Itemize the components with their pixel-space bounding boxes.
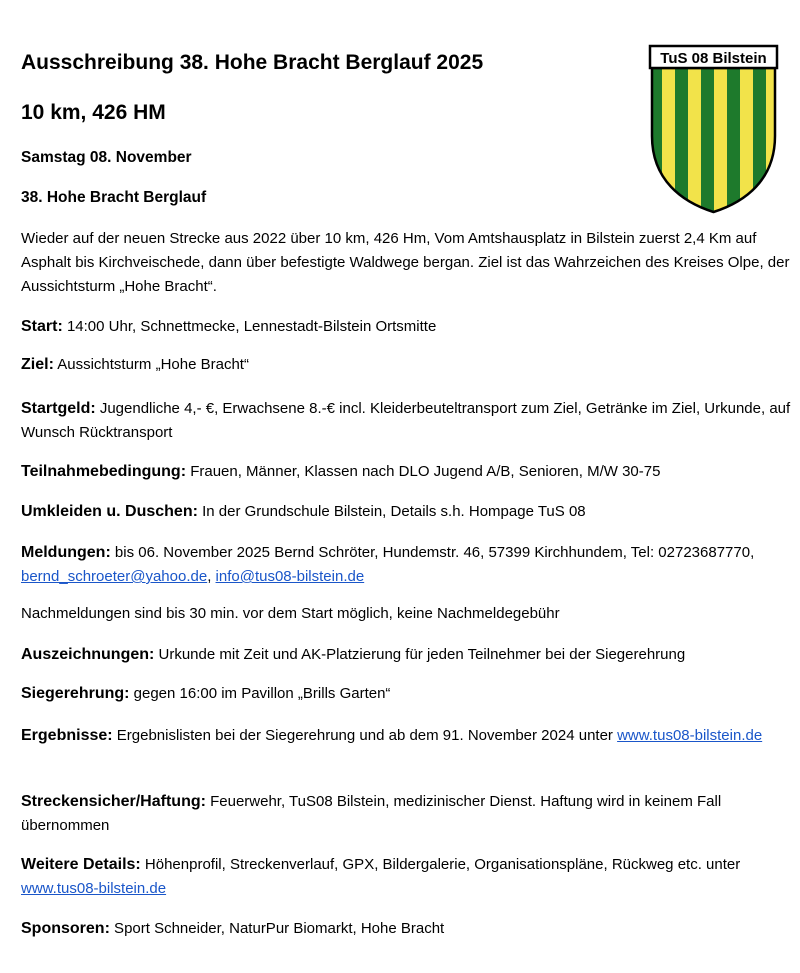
event-date: Samstag 08. November xyxy=(21,149,192,166)
registration-label: Meldungen: xyxy=(21,544,111,561)
finish-text: Aussichtsturm „Hohe Bracht“ xyxy=(53,356,249,373)
logo-text: TuS 08 Bilstein xyxy=(660,50,767,67)
event-name: 38. Hohe Bracht Berglauf xyxy=(21,189,207,206)
further-details-info xyxy=(21,853,791,901)
liability-label: Streckensicher/Haftung: xyxy=(21,793,206,810)
results-text: Ergebnislisten bei der Siegerehrung und ab dem 91. November 2024 unter xyxy=(112,727,618,744)
ceremony-text: gegen 16:00 im Pavillon „Brills Garten“ xyxy=(129,685,391,702)
participation-label: Teilnahmebedingung: xyxy=(21,463,187,480)
participation-info xyxy=(21,460,791,484)
results-info xyxy=(21,724,791,748)
club-crest-logo xyxy=(647,44,780,216)
further-details-text: Höhenprofil, Streckenverlauf, GPX, Bildergalerie, Organisationspläne, Rückweg etc. unter xyxy=(140,856,741,873)
liability-info xyxy=(21,790,791,838)
document-title: Ausschreibung 38. Hohe Bracht Berglauf 2025 xyxy=(21,51,484,74)
registration-text: bis 06. November 2025 Bernd Schröter, Hundemstr. 46, 57399 Kirchhundem, Tel: 02723687770, xyxy=(110,544,755,561)
start-label: Start: xyxy=(21,318,63,335)
details-website-link[interactable]: www.tus08-bilstein.de xyxy=(21,880,167,897)
changing-rooms-text: In der Grundschule Bilstein, Details s.h. Hompage TuS 08 xyxy=(197,503,586,520)
registration-separator: , xyxy=(207,568,216,585)
entry-fee-label: Startgeld: xyxy=(21,400,96,417)
start-text: 14:00 Uhr, Schnettmecke, Lennestadt-Bilstein Ortsmitte xyxy=(62,318,437,335)
participation-text: Frauen, Männer, Klassen nach DLO Jugend A/B, Senioren, M/W 30-75 xyxy=(186,463,661,480)
entry-fee-info xyxy=(21,397,791,445)
start-info xyxy=(21,315,791,339)
entry-fee-text: Jugendliche 4,- €, Erwachsene 8.-€ incl. Kleiderbeuteltransport zum Ziel, Getränke im Ziel, Urkunde, auf Wunsch Rücktransport xyxy=(21,400,791,441)
ceremony-label: Siegerehrung: xyxy=(21,685,130,702)
late-registration-info: Nachmeldungen sind bis 30 min. vor dem Start möglich, keine Nachmeldegebühr xyxy=(21,605,560,622)
results-website-link[interactable]: www.tus08-bilstein.de xyxy=(617,727,763,744)
intro-paragraph: Wieder auf der neuen Strecke aus 2022 über 10 km, 426 Hm, Vom Amtshausplatz in Bilstein zuerst 2,4 Km auf Asphalt bis Kirchveischede, dann über befestigte Waldwege bergan. Ziel ist das Wahrzeichen des Kreises Olpe, der Aussichtsturm „Hohe Bracht“. xyxy=(21,230,790,295)
awards-label: Auszeichnungen: xyxy=(21,646,155,663)
awards-text: Urkunde mit Zeit und AK-Platzierung für jeden Teilnehmer bei der Siegerehrung xyxy=(154,646,686,663)
changing-rooms-label: Umkleiden u. Duschen: xyxy=(21,503,198,520)
finish-info xyxy=(21,353,791,377)
email-link-bernd[interactable]: bernd_schroeter@yahoo.de xyxy=(21,568,208,585)
sponsors-label: Sponsoren: xyxy=(21,920,110,937)
finish-label: Ziel: xyxy=(21,356,54,373)
results-label: Ergebnisse: xyxy=(21,727,113,744)
sponsors-info xyxy=(21,917,791,941)
registration-info xyxy=(21,541,791,589)
changing-rooms-info xyxy=(21,500,791,524)
further-details-label: Weitere Details: xyxy=(21,856,141,873)
document-subtitle: 10 km, 426 HM xyxy=(21,101,166,124)
ceremony-info xyxy=(21,682,791,706)
awards-info xyxy=(21,643,791,667)
liability-text: Feuerwehr, TuS08 Bilstein, medizinischer Dienst. Haftung wird in keinem Fall übernommen xyxy=(21,793,722,834)
email-link-info[interactable]: info@tus08-bilstein.de xyxy=(215,568,365,585)
sponsors-text: Sport Schneider, NaturPur Biomarkt, Hohe Bracht xyxy=(109,920,445,937)
